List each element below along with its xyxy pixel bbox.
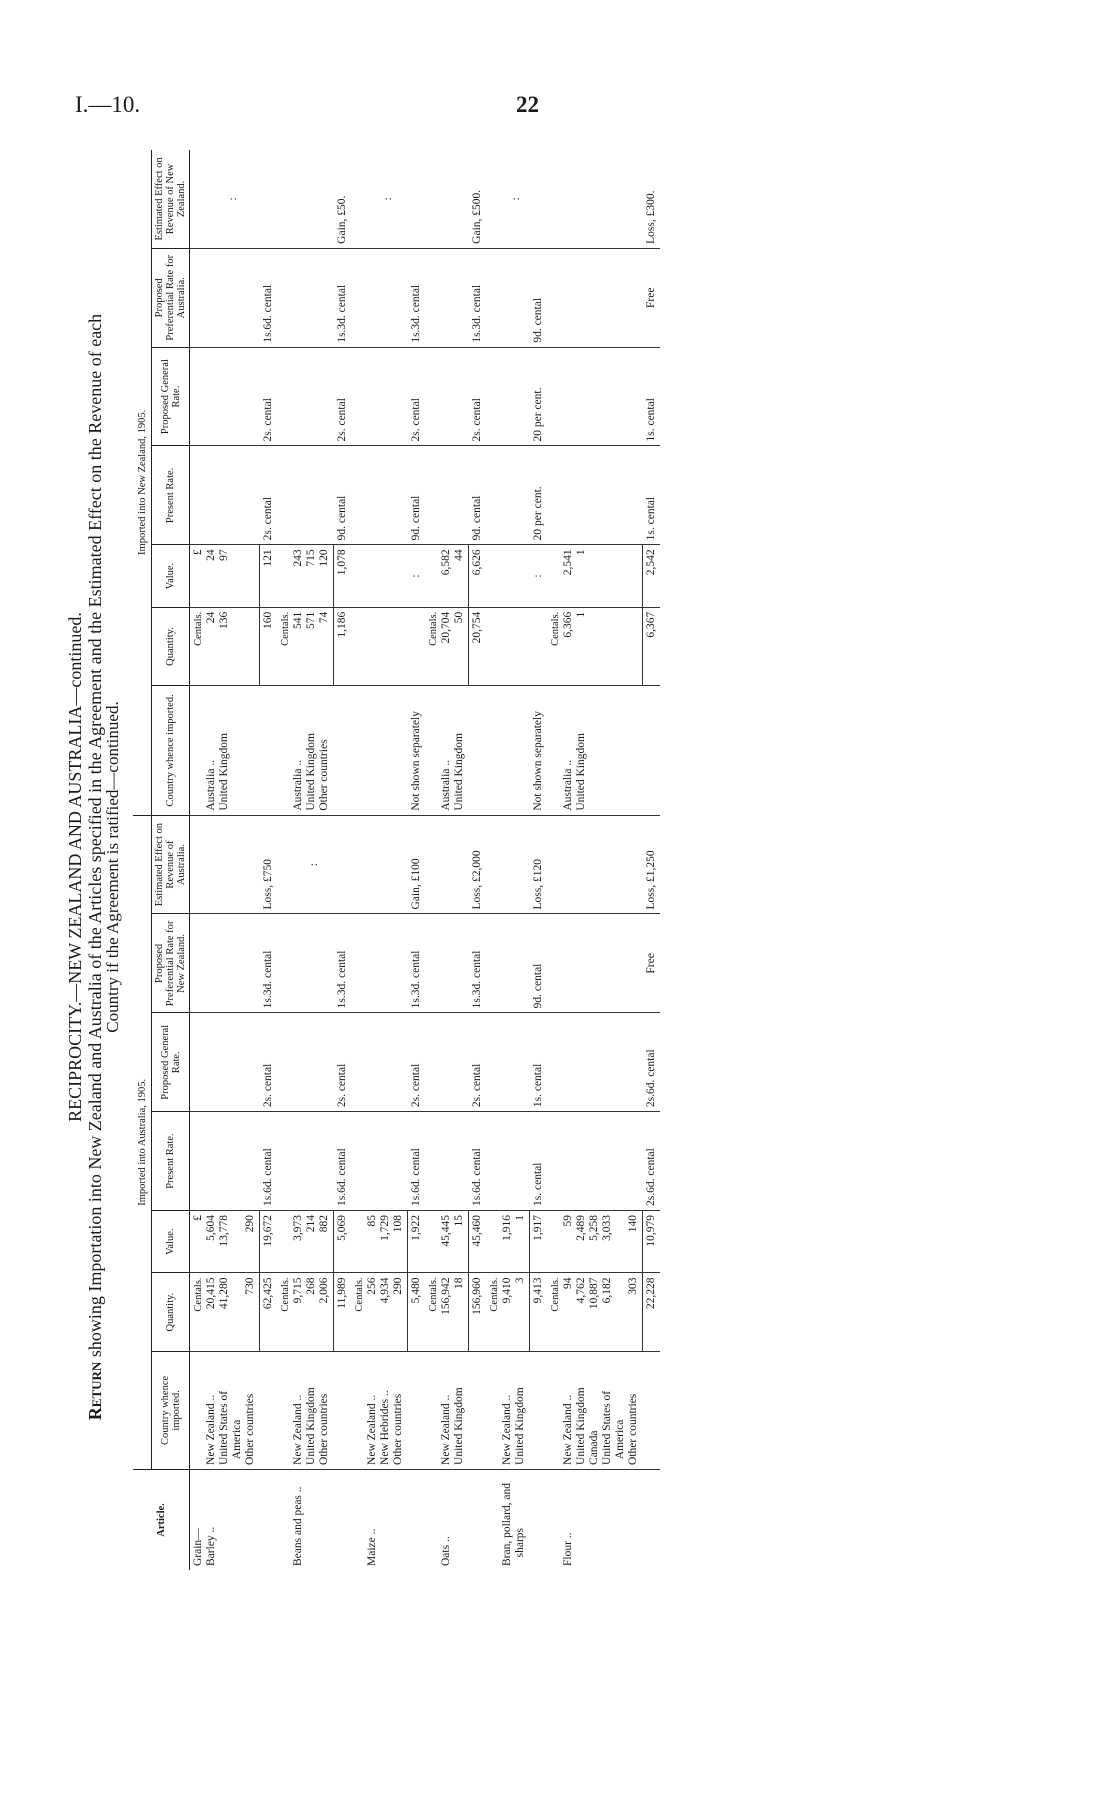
aus-rate-cell: 1s.6d. cental <box>425 1112 486 1211</box>
document-subtitle-cont: Country if the Agreement is ratified—continued. <box>103 701 122 1033</box>
aus-value-total: 45,460 <box>469 1210 487 1272</box>
aus-value-total: 10,979 <box>643 1210 661 1272</box>
nz-value-total: 2,542 <box>643 545 661 607</box>
aus-quantity-total: 156,960 <box>469 1273 487 1351</box>
article-cell: Grain— Barley .. <box>192 1526 217 1566</box>
aus-general-cell: 1s. cental <box>486 1013 547 1112</box>
col-aus-country: Country whence imported. <box>152 1351 190 1469</box>
nz-pref-cell: 1s.3d. cental <box>351 248 425 347</box>
aus-value-cell: 1,916 1 <box>486 1210 530 1272</box>
aus-value-total: 19,672 <box>260 1210 278 1272</box>
nz-quantity-cell: Centals. 541 571 74 <box>277 607 334 685</box>
aus-value-total: 1,922 <box>408 1210 426 1272</box>
nz-general-cell: 2s. cental <box>351 347 425 446</box>
aus-effect-cell: : <box>277 815 351 914</box>
nz-general-cell: 20 per cent. <box>486 347 547 446</box>
nz-rate-cell: 1s. cental <box>547 446 660 545</box>
aus-quantity-cell: Centals. 94 4,762 10,887 6,182 303 <box>547 1273 643 1351</box>
article-cell: Flour .. <box>562 1532 574 1566</box>
aus-quantity-cell: Centals. 156,942 18 <box>425 1273 469 1351</box>
nz-general-cell: 2s. cental <box>425 347 486 446</box>
return-table <box>133 150 660 1570</box>
col-nz-present-rate: Present Rate. <box>152 446 190 545</box>
nz-value-cell: 243 715 120 <box>277 545 334 607</box>
nz-quantity-total: 20,754 <box>469 607 487 685</box>
article-cell: Maize .. <box>366 1528 378 1566</box>
col-nz-value: Value. <box>152 545 190 607</box>
aus-country-cell: New Zealand .. United Kingdom Canada United States of America Other countries <box>547 1351 643 1469</box>
col-aus-present-rate: Present Rate. <box>152 1112 190 1211</box>
nz-pref-cell: Free <box>547 248 660 347</box>
nz-rate-cell: 9d. cental <box>425 446 486 545</box>
group-new-zealand: Imported into New Zealand, 1905. <box>133 150 152 815</box>
aus-general-cell: 2s. cental <box>425 1013 486 1112</box>
nz-value-total: 121 <box>260 545 278 607</box>
aus-quantity-cell: Centals. 9,715 268 2,006 <box>277 1273 334 1351</box>
aus-pref-cell: 1s.3d. cental <box>190 914 278 1013</box>
nz-general-cell: 1s. cental <box>547 347 660 446</box>
nz-quantity-total: 160 <box>260 607 278 685</box>
nz-country-cell: Australia .. United Kingdom <box>425 686 469 816</box>
aus-rate-cell: 1s.6d. cental <box>190 1112 278 1211</box>
nz-country-cell: Not shown separately <box>351 686 425 816</box>
aus-quantity-total: 62,425 <box>260 1273 278 1351</box>
nz-quantity-cell: Centals. 24 136 <box>190 607 260 685</box>
col-aus-pref-rate: Proposed Preferential Rate for New Zealand. <box>152 914 190 1013</box>
aus-value-cell: 3,973 214 882 <box>277 1210 334 1272</box>
aus-value-cell: 45,445 15 <box>425 1210 469 1272</box>
subtitle-lead: Return <box>85 1361 105 1421</box>
nz-country-cell: Australia .. United Kingdom Other countries <box>277 686 334 816</box>
table-row <box>486 150 530 1570</box>
aus-quantity-total: 5,480 <box>408 1273 426 1351</box>
nz-value-total: 6,626 <box>469 545 487 607</box>
nz-quantity-cell <box>486 607 547 685</box>
nz-country-cell: Australia .. United Kingdom <box>547 686 643 816</box>
nz-value-cell: : <box>486 545 547 607</box>
aus-rate-cell: 1s. cental <box>486 1112 547 1211</box>
col-nz-effect: Estimated Effect on Revenue of New Zealand. <box>152 150 190 248</box>
aus-quantity-cell: Centals. 256 4,934 290 <box>351 1273 408 1351</box>
aus-rate-cell: 1s.6d. cental <box>351 1112 425 1211</box>
aus-pref-cell: 1s.3d. cental <box>425 914 486 1013</box>
aus-rate-cell: 1s.6d. cental <box>277 1112 351 1211</box>
nz-pref-cell: 1s.3d. cental <box>425 248 486 347</box>
page-reference: I.—10. <box>75 92 141 117</box>
article-cell: Bran, pollard, and sharps <box>501 1482 526 1566</box>
table-row <box>547 150 643 1570</box>
nz-rate-cell: 9d. cental <box>351 446 425 545</box>
table-row <box>277 150 334 1570</box>
aus-effect-cell: Loss, £750 <box>190 815 278 914</box>
nz-rate-cell: 20 per cent. <box>486 446 547 545</box>
aus-quantity-total: 11,989 <box>334 1273 352 1351</box>
nz-rate-cell: 2s. cental <box>190 446 278 545</box>
document-title: RECIPROCITY.—NEW ZEALAND AND AUSTRALIA—continued. <box>65 612 85 1122</box>
nz-rate-cell: 9d. cental <box>277 446 351 545</box>
table-row <box>425 150 469 1570</box>
nz-pref-cell: 1s.6d. cental <box>190 248 278 347</box>
aus-pref-cell: Free <box>547 914 660 1013</box>
aus-value-cell: 85 1,729 108 <box>351 1210 408 1272</box>
table-row <box>190 150 260 1570</box>
aus-value-cell: £ 5,604 13,778 290 <box>190 1210 260 1272</box>
aus-country-cell: New Zealand .. United Kingdom <box>425 1351 469 1469</box>
aus-effect-cell: Gain, £100 <box>351 815 425 914</box>
aus-rate-cell: 2s.6d. cental <box>547 1112 660 1211</box>
col-aus-effect: Estimated Effect on Revenue of Australia. <box>152 815 190 914</box>
page-number: 22 <box>516 92 539 117</box>
col-nz-general-rate: Proposed General Rate. <box>152 347 190 446</box>
aus-quantity-total: 9,413 <box>530 1273 548 1351</box>
col-aus-value: Value. <box>152 1210 190 1272</box>
nz-effect-cell: Gain, £500. <box>425 150 486 248</box>
nz-effect-cell: : <box>351 150 425 248</box>
table-row <box>351 150 408 1570</box>
nz-quantity-total: 1,186 <box>334 607 352 685</box>
nz-effect-cell: : <box>190 150 278 248</box>
nz-pref-cell: 9d. cental <box>486 248 547 347</box>
aus-effect-cell: Loss, £1,250 <box>547 815 660 914</box>
nz-quantity-cell: Centals. 20,704 50 <box>425 607 469 685</box>
aus-pref-cell: 1s.3d. cental <box>351 914 425 1013</box>
nz-quantity-total: 6,367 <box>643 607 661 685</box>
article-cell: Beans and peas .. <box>292 1486 304 1566</box>
nz-general-cell: 2s. cental <box>190 347 278 446</box>
nz-value-cell: : <box>351 545 425 607</box>
aus-general-cell: 2s. cental <box>351 1013 425 1112</box>
nz-value-cell: £ 24 97 <box>190 545 260 607</box>
col-aus-general-rate: Proposed General Rate. <box>152 1013 190 1112</box>
col-article: Article. <box>133 1469 190 1570</box>
nz-pref-cell: 1s.3d. cental <box>277 248 351 347</box>
aus-value-total: 5,069 <box>334 1210 352 1272</box>
rotated-table-block <box>63 152 1003 1582</box>
aus-country-cell: New Zealand .. United Kingdom <box>486 1351 530 1469</box>
aus-quantity-cell: Centals. 9,410 3 <box>486 1273 530 1351</box>
nz-country-cell: Not shown separately <box>486 686 547 816</box>
aus-value-total: 1,917 <box>530 1210 548 1272</box>
col-aus-quantity: Quantity. <box>152 1273 190 1351</box>
subtitle-text: showing Importation into New Zealand and Australia of the Articles specified in the Agreement and the Estimated Effect on the Revenue of each <box>85 313 105 1358</box>
group-australia: Imported into Australia, 1905. <box>133 815 152 1469</box>
nz-country-cell: Australia .. United Kingdom <box>190 686 260 816</box>
aus-country-cell: New Zealand .. United Kingdom Other countries <box>277 1351 334 1469</box>
nz-value-cell: 2,541 1 <box>547 545 643 607</box>
aus-general-cell: 2s. cental <box>277 1013 351 1112</box>
nz-effect-cell: Loss, £300. <box>547 150 660 248</box>
aus-effect-cell: Loss, £2,000 <box>425 815 486 914</box>
col-nz-quantity: Quantity. <box>152 607 190 685</box>
col-nz-pref-rate: Proposed Preferential Rate for Australia. <box>152 248 190 347</box>
aus-quantity-total: 22,228 <box>643 1273 661 1351</box>
nz-value-cell: 6,582 44 <box>425 545 469 607</box>
aus-general-cell: 2s.6d. cental <box>547 1013 660 1112</box>
aus-country-cell: New Zealand .. United States of America Other countries <box>190 1351 260 1469</box>
nz-quantity-cell: Centals. 6,366 1 <box>547 607 643 685</box>
aus-pref-cell: 9d. cental <box>486 914 547 1013</box>
aus-value-cell: 59 2,489 5,258 3,033 140 <box>547 1210 643 1272</box>
aus-general-cell: 2s. cental <box>190 1013 278 1112</box>
nz-value-total: 1,078 <box>334 545 352 607</box>
col-nz-country: Country whence imported. <box>152 686 190 816</box>
article-cell: Oats .. <box>440 1536 452 1566</box>
aus-effect-cell: Loss, £120 <box>486 815 547 914</box>
aus-country-cell: New Zealand .. New Hebrides .. Other countries <box>351 1351 408 1469</box>
nz-quantity-cell <box>351 607 425 685</box>
aus-quantity-cell: Centals. 20,415 41,280 730 <box>190 1273 260 1351</box>
nz-general-cell: 2s. cental <box>277 347 351 446</box>
nz-effect-cell: Gain, £50. <box>277 150 351 248</box>
aus-pref-cell: 1s.3d. cental <box>277 914 351 1013</box>
nz-effect-cell: : <box>486 150 547 248</box>
